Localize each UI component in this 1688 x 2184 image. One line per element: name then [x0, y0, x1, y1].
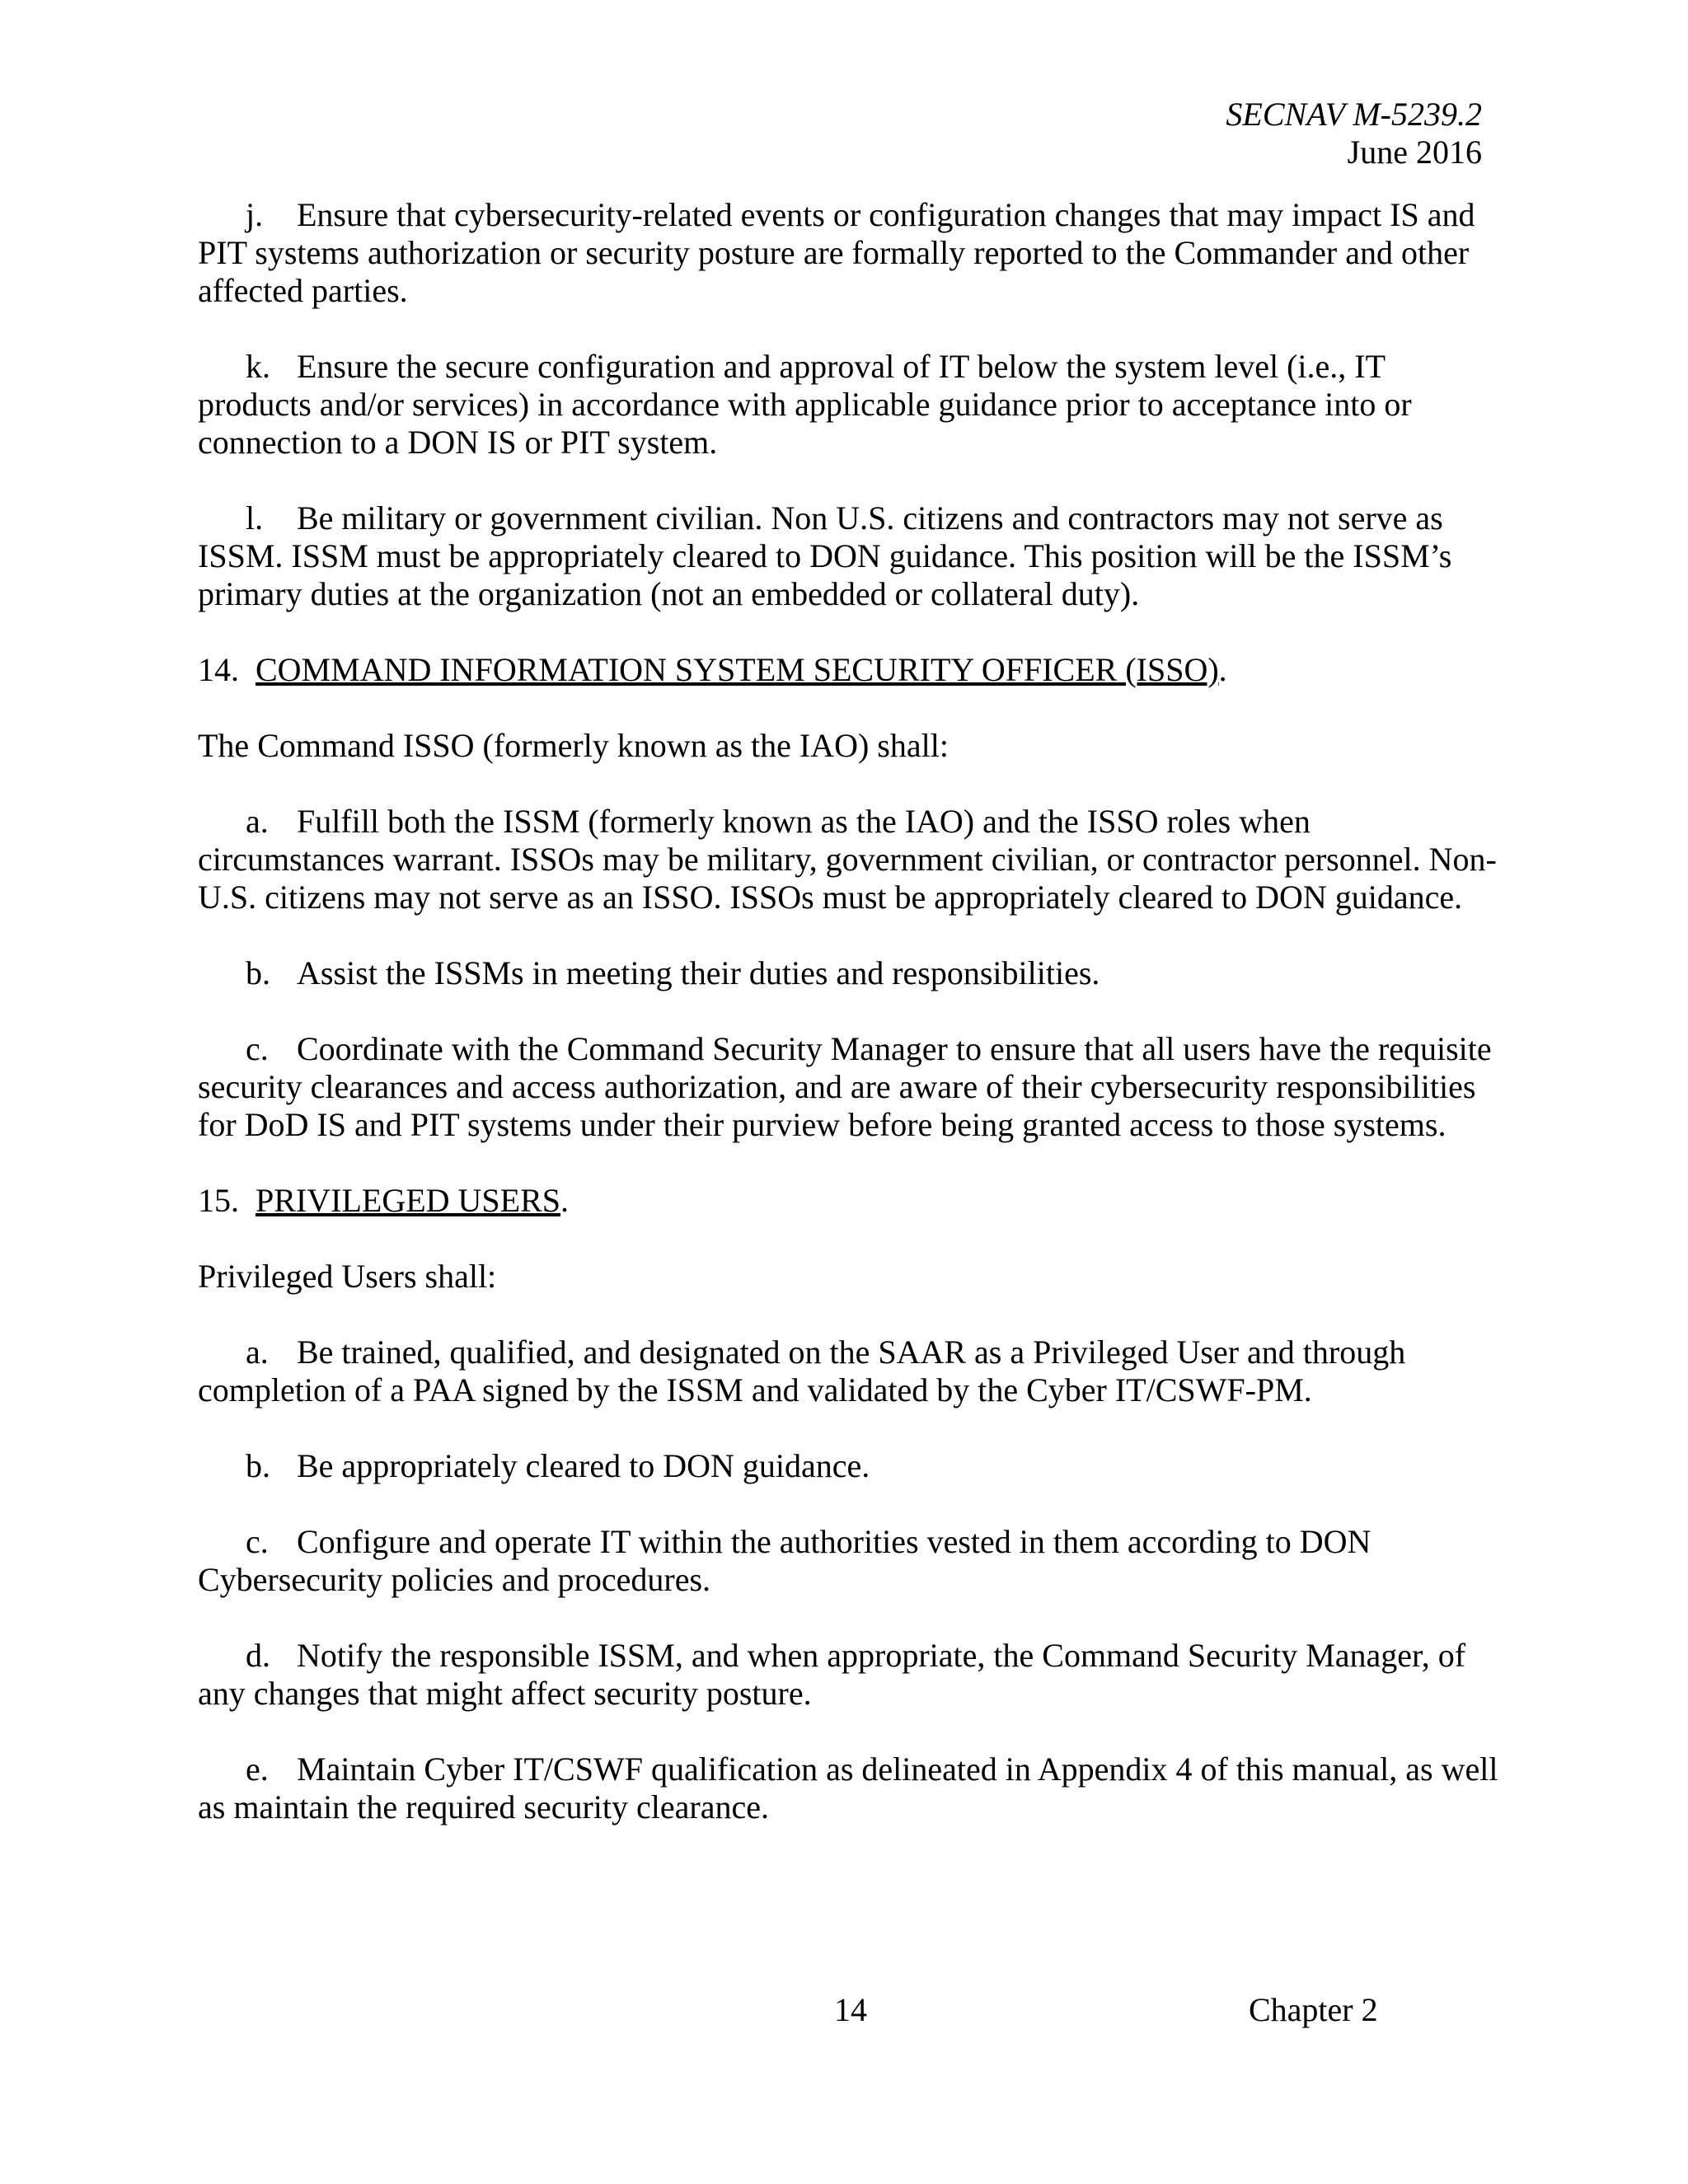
page-number: 14 — [834, 1991, 867, 2028]
item-text: Fulfill both the ISSM (formerly known as the IAO) and the ISSO roles when circumstances warrant. ISSOs may be military, government civilian, or contractor personnel. Non-U.S. citizens may not serve as an ISSO. ISSOs must be appropriately cleared to DON guidance. — [198, 803, 1497, 916]
section-14-intro: The Command ISSO (formerly known as the IAO) shall: — [198, 727, 949, 764]
item-letter: c. — [246, 1030, 269, 1067]
section-15-heading — [198, 1182, 1500, 1220]
item-text: Be military or government civilian. Non U.S. citizens and contractors may not serve as ISSM. ISSM must be appropriately cleared to DON guidance. This position will be the ISSM’s primary duties at the organization (not an embedded or collateral duty). — [198, 499, 1452, 612]
document-body — [198, 196, 1500, 1864]
section-14-heading — [198, 651, 1500, 689]
document-date: June 2016 — [1347, 134, 1482, 171]
paragraph-k — [198, 348, 1500, 462]
item-text: Configure and operate IT within the authorities vested in them according to DON Cybersecurity policies and procedures. — [198, 1523, 1372, 1598]
item-letter: l. — [246, 499, 264, 537]
item-text: Be appropriately cleared to DON guidance. — [297, 1447, 870, 1484]
item-text: Coordinate with the Command Security Manager to ensure that all users have the requisite security clearances and access authorization, and are aware of their cybersecurity responsibilities for DoD IS and PIT systems under their purview before being granted access to those systems. — [198, 1030, 1492, 1143]
section-15-item-c — [198, 1523, 1500, 1599]
item-letter: k. — [246, 348, 270, 385]
item-letter: e. — [246, 1750, 269, 1788]
section-14-item-c — [198, 1030, 1500, 1144]
item-text: Ensure that cybersecurity-related events or configuration changes that may impact IS and PIT systems authorization or security posture are formally reported to the Commander and other affected parties. — [198, 196, 1475, 309]
item-letter: b. — [246, 954, 270, 991]
section-number: 15. — [198, 1182, 239, 1219]
item-text: Notify the responsible ISSM, and when appropriate, the Command Security Manager, of any changes that might affect security posture. — [198, 1637, 1466, 1712]
item-text: Ensure the secure configuration and approval of IT below the system level (i.e., IT products and/or services) in accordance with applicable guidance prior to acceptance into or connection to a DON IS or PIT system. — [198, 348, 1412, 461]
section-number: 14. — [198, 651, 239, 688]
item-letter: d. — [246, 1637, 270, 1674]
section-title: PRIVILEGED USERS — [256, 1182, 561, 1219]
section-title-period: . — [560, 1182, 570, 1219]
chapter-label: Chapter 2 — [1249, 1991, 1378, 2028]
section-15-item-a — [198, 1333, 1500, 1409]
section-title-period: . — [1218, 651, 1227, 688]
paragraph-j — [198, 196, 1500, 310]
section-15-item-d — [198, 1637, 1500, 1713]
item-letter: a. — [246, 1333, 269, 1371]
section-15-item-e — [198, 1750, 1500, 1826]
section-15-intro: Privileged Users shall: — [198, 1258, 497, 1295]
item-text: Assist the ISSMs in meeting their duties and responsibilities. — [297, 954, 1100, 991]
paragraph-l — [198, 499, 1500, 613]
item-letter: c. — [246, 1523, 269, 1560]
item-text: Be trained, qualified, and designated on the SAAR as a Privileged User and through completion of a PAA signed by the ISSM and validated by the Cyber IT/CSWF-PM. — [198, 1333, 1406, 1408]
item-letter: j. — [246, 196, 264, 233]
section-15-item-b — [198, 1447, 1500, 1485]
section-title: COMMAND INFORMATION SYSTEM SECURITY OFFICER (ISSO) — [256, 651, 1219, 688]
section-14-item-a — [198, 803, 1500, 916]
document-id: SECNAV M-5239.2 — [1226, 96, 1482, 133]
page-header — [1226, 96, 1482, 171]
section-14-item-b — [198, 954, 1500, 992]
item-text: Maintain Cyber IT/CSWF qualification as delineated in Appendix 4 of this manual, as well as maintain the required security clearance. — [198, 1750, 1498, 1825]
item-letter: a. — [246, 803, 269, 840]
item-letter: b. — [246, 1447, 270, 1484]
